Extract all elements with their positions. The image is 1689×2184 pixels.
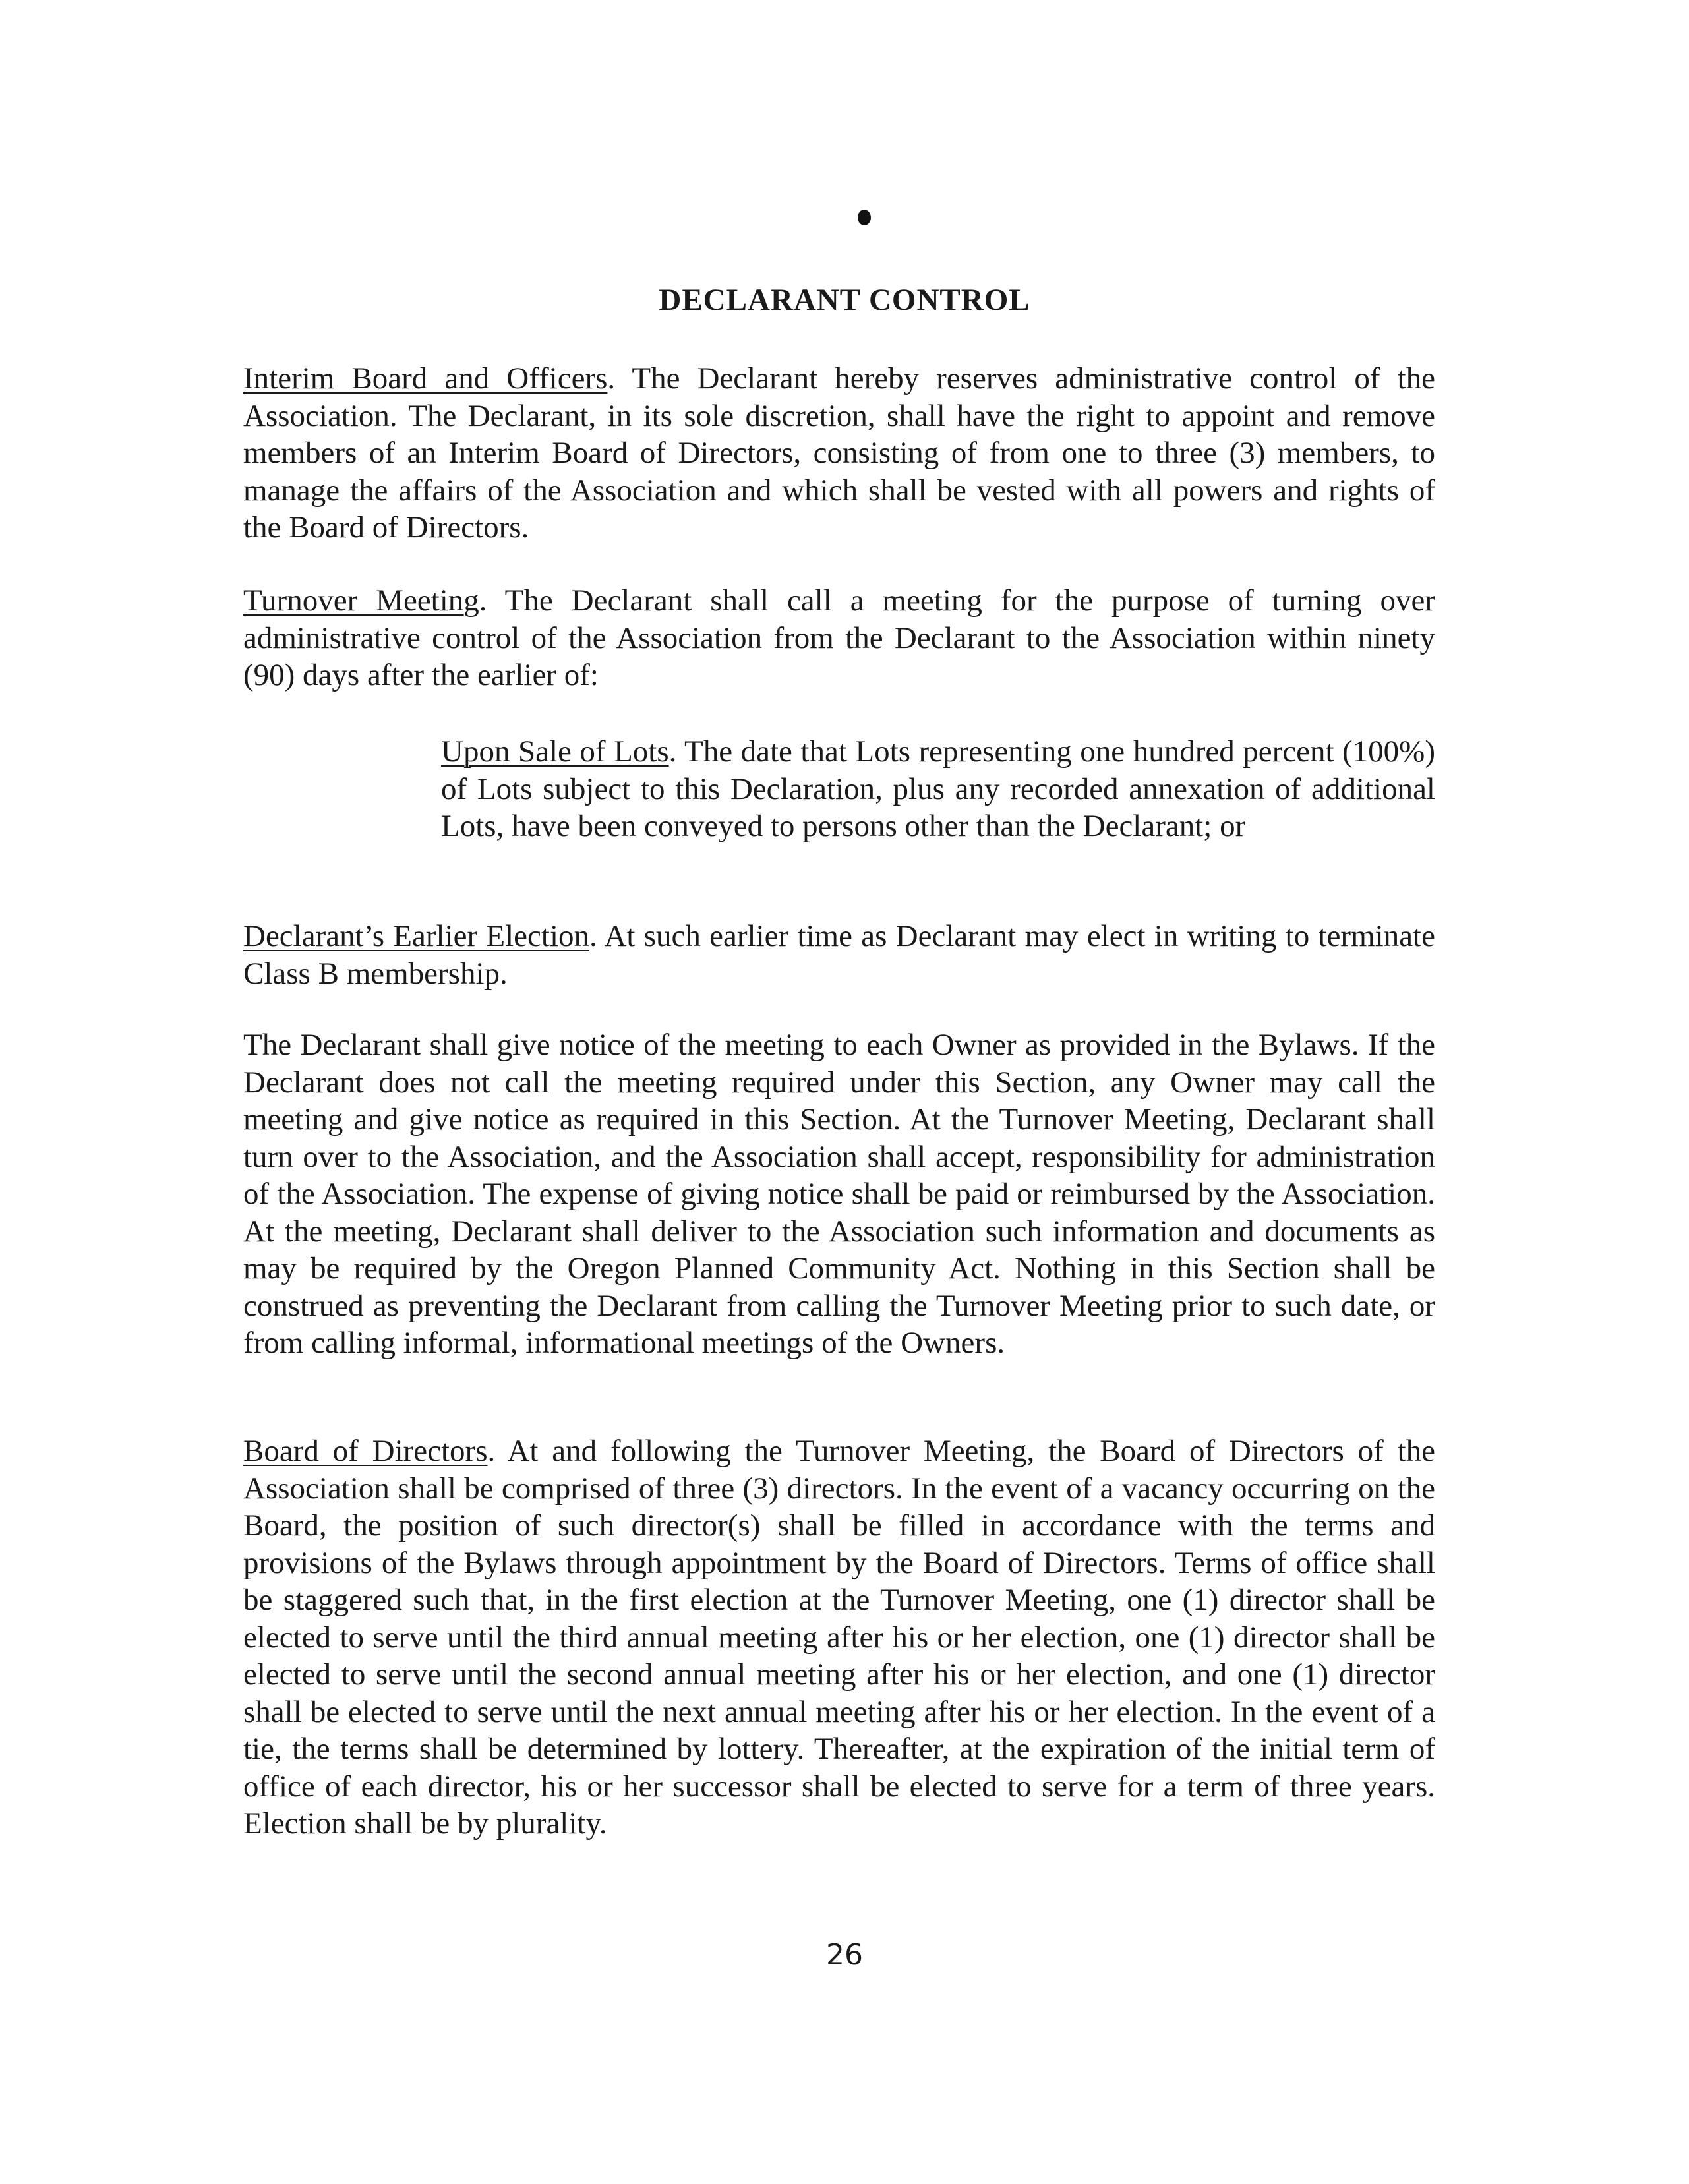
page-number: 26 — [826, 1938, 863, 1972]
section-heading: DECLARANT CONTROL — [659, 283, 1030, 317]
paragraph-lead-upon-sale-of-lots: Upon Sale of Lots — [441, 734, 669, 769]
paragraph-turnover-meeting — [243, 582, 1435, 694]
paragraph-body-turnover-meeting: . The Declarant shall call a meeting for the purpose of turning over administrative control of the Association from the Declarant to the Association within ninety (90) days after the earlier of: — [243, 583, 1435, 692]
paragraph-body-declarants-earlier-election: . At such earlier time as Declarant may elect in writing to terminate Class B membership. — [243, 919, 1435, 991]
paragraph-lead-declarants-earlier-election: Declarant’s Earlier Election — [243, 919, 590, 953]
paragraph-body-interim-board: . The Declarant hereby reserves administrative control of the Association. The Declarant, in its sole discretion, shall have the right to appoint and remove members of an Interim Board of Directors, consisting of from one to three (3) members, to manage the affairs of the Association and which shall be vested with all powers and rights of the Board of Directors. — [243, 361, 1435, 545]
paragraph-board-of-directors — [243, 1432, 1435, 1843]
paragraph-lead-board-of-directors: Board of Directors — [243, 1434, 488, 1468]
paragraph-lead-interim-board: Interim Board and Officers — [243, 361, 608, 396]
paragraph-upon-sale-of-lots — [441, 733, 1435, 845]
paragraph-declarants-earlier-election — [243, 918, 1435, 992]
paragraph-body-upon-sale-of-lots: . The date that Lots representing one hundred percent (100%) of Lots subject to this Declaration, plus any recorded annexation of additional Lots, have been conveyed to persons other than the Declarant; or — [441, 734, 1435, 843]
paragraph-body-notice-of-meeting: The Declarant shall give notice of the meeting to each Owner as provided in the Bylaws. If the Declarant does not call the meeting required under this Section, any Owner may call the meeting and give notice as required in this Section. At the Turnover Meeting, Declarant shall turn over to the Association, and the Association shall accept, responsibility for administration of the Association. The expense of giving notice shall be paid or reimbursed by the Association. At the meeting, Declarant shall deliver to the Association such information and documents as may be required by the Oregon Planned Community Act. Nothing in this Section shall be construed as preventing the Declarant from calling the Turnover Meeting prior to such date, or from calling informal, informational meetings of the Owners. — [243, 1028, 1435, 1360]
paragraph-notice-of-meeting — [243, 1026, 1435, 1362]
paragraph-interim-board — [243, 360, 1435, 546]
paragraph-lead-turnover-meeting: Turnover Meeting — [243, 583, 479, 618]
bullet-mark — [858, 210, 871, 225]
paragraph-body-board-of-directors: . At and following the Turnover Meeting, the Board of Directors of the Association shall be comprised of three (3) directors. In the event of a vacancy occurring on the Board, the position of such director(s) shall be filled in accordance with the terms and provisions of the Bylaws through appointment by the Board of Directors. Terms of office shall be staggered such that, in the first election at the Turnover Meeting, one (1) director shall be elected to serve until the third annual meeting after his or her election, one (1) director shall be elected to serve until the second annual meeting after his or her election, and one (1) director shall be elected to serve until the next annual meeting after his or her election. In the event of a tie, the terms shall be determined by lottery. Thereafter, at the expiration of the initial term of office of each director, his or her successor shall be elected to serve for a term of three years. Election shall be by plurality. — [243, 1434, 1435, 1841]
